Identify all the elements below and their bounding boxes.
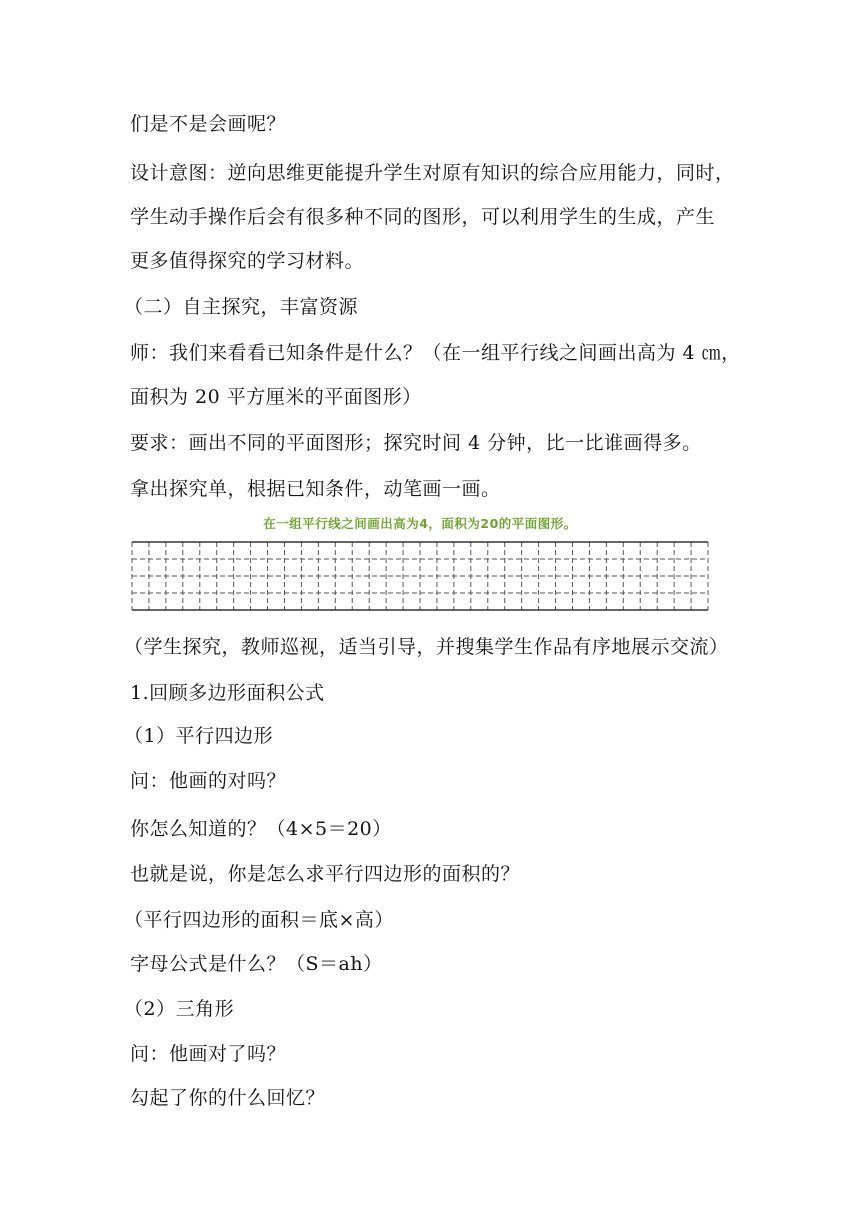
question-line: 勾起了你的什么回忆？ xyxy=(130,1087,326,1109)
paragraph-line: 面积为 20 平方厘米的平面图形） xyxy=(130,386,422,408)
subsection-heading: （1）平行四边形 xyxy=(124,725,274,747)
question-line: 问：他画的对吗？ xyxy=(130,770,287,792)
question-line: 也就是说，你是怎么求平行四边形的面积的？ xyxy=(130,863,521,885)
figure-caption: 在一组平行线之间画出高为4，面积为20的平面图形。 xyxy=(263,516,577,531)
formula-line: （平行四边形的面积＝底×高） xyxy=(124,909,394,931)
teacher-question-line: 师：我们来看看已知条件是什么？（在一组平行线之间画出高为 4 ㎝， xyxy=(130,342,741,364)
paragraph-line: 们是不是会画呢？ xyxy=(130,113,287,135)
section-heading: （二）自主探究，丰富资源 xyxy=(124,296,359,318)
design-intent-line: 设计意图：逆向思维更能提升学生对原有知识的综合应用能力，同时， xyxy=(130,162,735,184)
question-line: 字母公式是什么？（S＝ah） xyxy=(130,953,383,975)
parallel-lines-grid xyxy=(130,538,710,616)
paragraph-line: 更多值得探究的学习材料。 xyxy=(130,250,365,272)
student-explore-line: （学生探究，教师巡视，适当引导，并搜集学生作品有序地展示交流） xyxy=(124,636,729,658)
paragraph-line: 学生动手操作后会有很多种不同的图形，可以利用学生的生成，产生 xyxy=(130,206,716,228)
requirement-line: 要求：画出不同的平面图形；探究时间 4 分钟，比一比谁画得多。 xyxy=(130,432,702,454)
subsection-heading: （2）三角形 xyxy=(124,998,235,1020)
question-line: 问：他画对了吗？ xyxy=(130,1043,287,1065)
paragraph-line: 拿出探究单，根据已知条件，动笔画一画。 xyxy=(130,478,501,500)
question-line: 你怎么知道的？（4×5＝20） xyxy=(130,818,392,840)
subsection-heading: 1.回顾多边形面积公式 xyxy=(130,682,325,704)
